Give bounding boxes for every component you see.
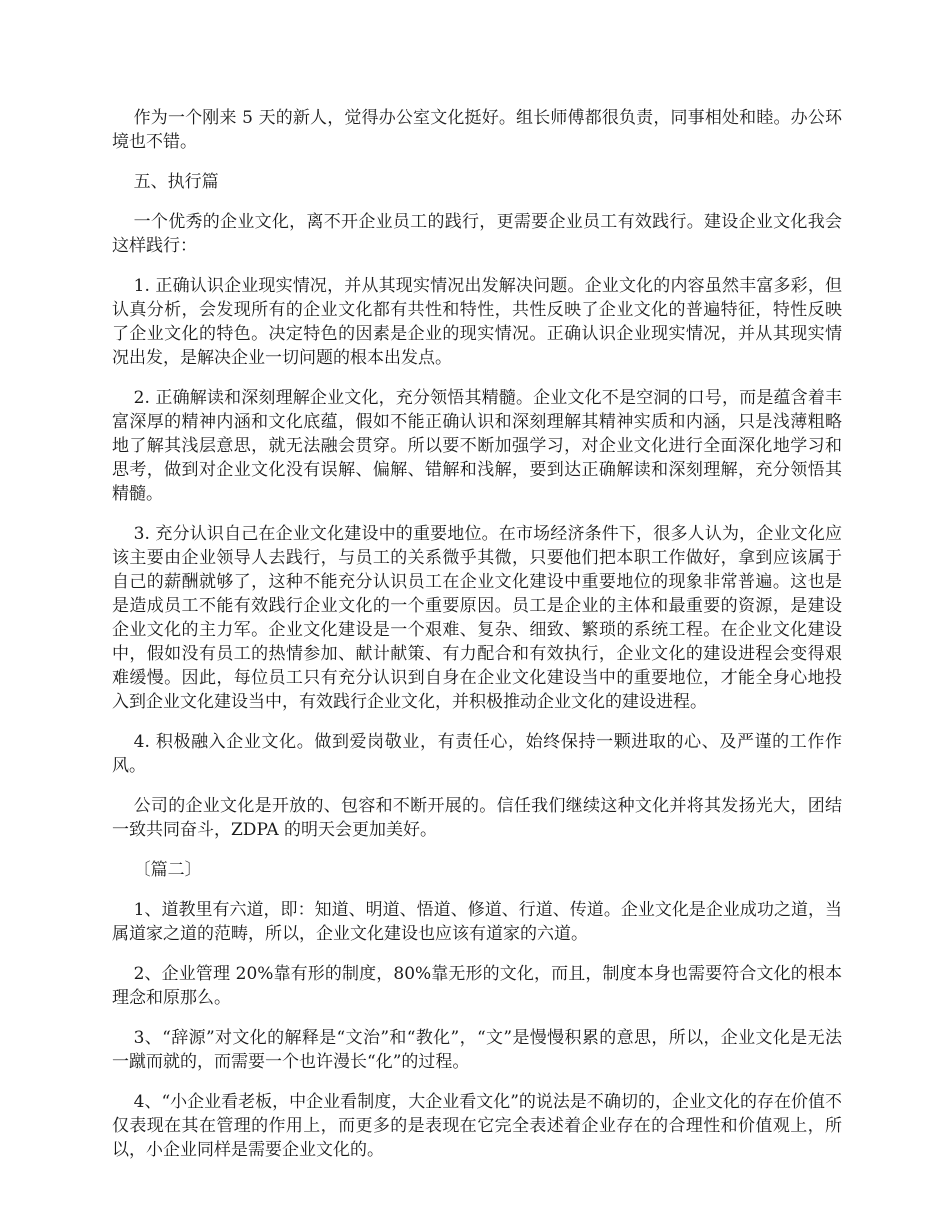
section-heading-part-two: 〔篇二〕 <box>133 860 202 880</box>
paragraph-intro: 作为一个刚来 5 天的新人，觉得办公室文化挺好。组长师傅都很负责，同事相处和睦。办公环境也不错。 <box>112 108 842 152</box>
paragraph-part2-item-1: 1、道教里有六道，即：知道、明道、悟道、修道、行道、传道。企业文化是企业成功之道，当属道家之道的范畴，所以，企业文化建设也应该有道家的六道。 <box>112 900 842 944</box>
paragraph-point-3: 3. 充分认识自己在企业文化建设中的重要地位。在市场经济条件下，很多人认为，企业文化应该主要由企业领导人去践行，与员工的关系微乎其微，只要他们把本职工作做好，拿到应该属于自己的薪酬就够了，这种不能充分认识员工在企业文化建设中重要地位的现象非常普遍。这也是是造成员工不能有效践行企业文化的一个重要原因。员工是企业的主体和最重要的资源，是建设企业文化的主力军。企业文化建设是一个艰难、复杂、细致、繁琐的系统工程。在企业文化建设中，假如没有员工的热情参加、献计献策、有力配合和有效执行，企业文化的建设进程会变得艰难缓慢。因此，每位员工只有充分认识到自身在企业文化建设当中的重要地位，才能全身心地投入到企业文化建设当中，有效践行企业文化，并积极推动企业文化的建设进程。 <box>112 524 842 712</box>
document-body <box>112 106 842 1178</box>
paragraph-part2-item-4: 4、“小企业看老板，中企业看制度，大企业看文化”的说法是不确切的，企业文化的存在价值不仅表现在其在管理的作用上，而更多的是表现在它完全表述着企业存在的合理性和价值观上，所以，小企业同样是需要企业文化的。 <box>112 1092 842 1160</box>
paragraph-part2-item-2: 2、企业管理 20%靠有形的制度，80%靠无形的文化，而且，制度本身也需要符合文化的根本理念和原那么。 <box>112 964 842 1008</box>
paragraph-point-1: 1. 正确认识企业现实情况，并从其现实情况出发解决问题。企业文化的内容虽然丰富多彩，但认真分析，会发现所有的企业文化都有共性和特性，共性反映了企业文化的普遍特征，特性反映了企业文化的特色。决定特色的因素是企业的现实情况。正确认识企业现实情况，并从其现实情况出发，是解决企业一切问题的根本出发点。 <box>112 276 842 368</box>
paragraph-execution-intro: 一个优秀的企业文化，离不开企业员工的践行，更需要企业员工有效践行。建设企业文化我会这样践行： <box>112 212 842 256</box>
paragraph-point-4: 4. 积极融入企业文化。做到爱岗敬业，有责任心，始终保持一颗进取的心、及严谨的工作作风。 <box>112 732 842 776</box>
paragraph-part2-item-3: 3、“辞源”对文化的解释是“文治”和“教化”，“文”是慢慢积累的意思，所以，企业文化是无法一蹴而就的，而需要一个也许漫长“化”的过程。 <box>112 1028 842 1072</box>
section-heading-execution: 五、执行篇 <box>133 172 219 192</box>
paragraph-point-2: 2. 正确解读和深刻理解企业文化，充分领悟其精髓。企业文化不是空洞的口号，而是蕴含着丰富深厚的精神内涵和文化底蕴，假如不能正确认识和深刻理解其精神实质和内涵，只是浅薄粗略地了解其浅层意思，就无法融会贯穿。所以要不断加强学习，对企业文化进行全面深化地学习和思考，做到对企业文化没有误解、偏解、错解和浅解，要到达正确解读和深刻理解，充分领悟其精髓。 <box>112 388 842 504</box>
paragraph-conclusion: 公司的企业文化是开放的、包容和不断开展的。信任我们继续这种文化并将其发扬光大，团结一致共同奋斗，ZDPA 的明天会更加美好。 <box>112 796 842 840</box>
